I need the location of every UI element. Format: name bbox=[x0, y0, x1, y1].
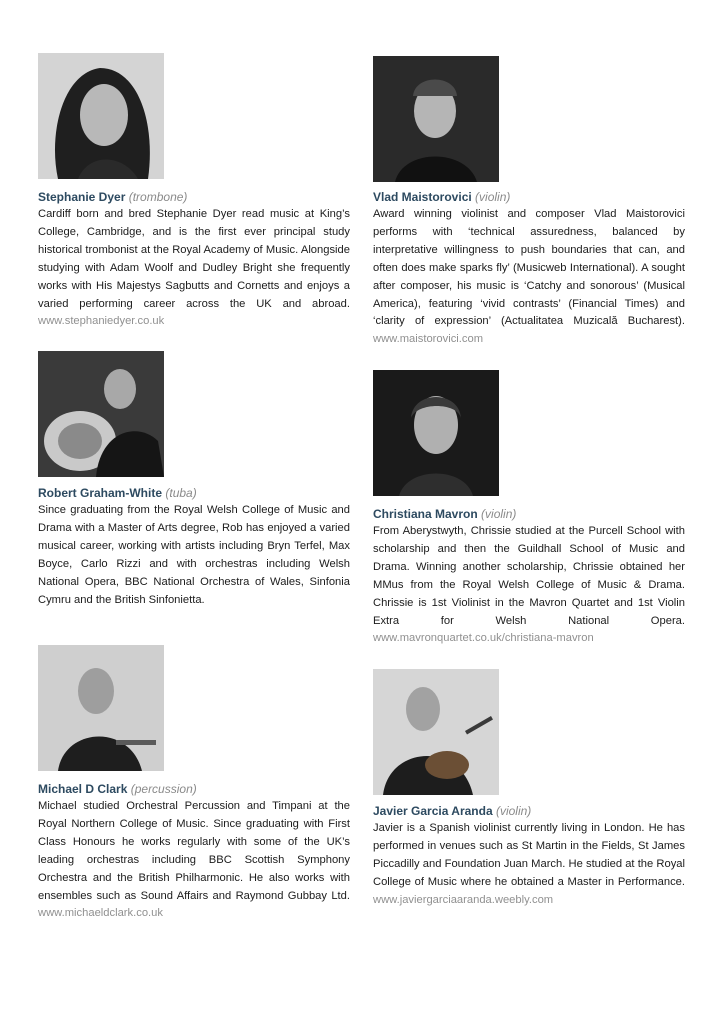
bio-michael-d-clark bbox=[38, 781, 350, 923]
musician-instrument: (violin) bbox=[475, 190, 511, 204]
musician-website-link[interactable]: www.mavronquartet.co.uk/christiana-mavron bbox=[373, 632, 594, 645]
musician-bio-paragraph bbox=[373, 820, 685, 910]
bio-stephanie-dyer bbox=[38, 189, 350, 331]
musician-heading bbox=[373, 189, 685, 206]
christiana-mavron-photo bbox=[373, 370, 499, 496]
musician-bio: Since graduating from the Royal Welsh College of Music and Drama with a Master of Arts degree, Rob has enjoyed a varied musical career, working with artists including Bryn Terfel, Max Boyce, Carlo Rizzi and with orchestras including Welsh National Opera, BBC National Orchestra of Wales, Sinfonia Cymru and the British Sinfonietta. bbox=[38, 504, 350, 606]
musician-instrument: (violin) bbox=[495, 804, 532, 818]
musician-bio: Award winning violinist and composer Vlad Maistorovici performs with ‘technical assuredness, balanced by interpretative willingness to push boundaries that can, and often does make sparks fly’ (Musicweb International). A sought after composer, his music is ‘Catchy and sonorous’ (Musical America), featuring ‘vivid contrasts’ (Financial Times) and ‘clarity of expression’ (Actualitatea Muzicală Bucharest). bbox=[373, 208, 685, 328]
musician-bio: Michael studied Orchestral Percussion and Timpani at the Royal Northern College of Music. Since graduating with First Class Honours he works regularly with some of the UK’s leading orchestras including BBC Scottish Symphony Orchestra and the British Philharmonic. He also works with ensembles such as Sound Affairs and Raymond Gubbay Ltd. bbox=[38, 800, 350, 902]
musician-website-link[interactable]: www.maistorovici.com bbox=[373, 333, 484, 346]
musician-instrument: (violin) bbox=[481, 507, 517, 521]
musician-instrument: (trombone) bbox=[128, 190, 188, 204]
javier-garcia-aranda-photo bbox=[373, 669, 499, 795]
musician-bio-paragraph bbox=[38, 798, 350, 923]
musician-website-link[interactable]: www.stephaniedyer.co.uk bbox=[38, 315, 165, 328]
musician-name: Michael D Clark bbox=[38, 782, 128, 796]
musician-heading bbox=[373, 803, 685, 820]
musician-name: Robert Graham-White bbox=[38, 486, 163, 500]
musician-instrument: (tuba) bbox=[165, 486, 197, 500]
musician-name: Stephanie Dyer bbox=[38, 190, 126, 204]
musician-bio: Javier is a Spanish violinist currently living in London. He has performed in venues such as St Martin in the Fields, St James Piccadilly and Foundation Juan March. He studied at the Royal College of Music where he obtained a Master in Performance. bbox=[373, 822, 685, 888]
musician-bio: Cardiff born and bred Stephanie Dyer read music at King’s College, Cambridge, and is the first ever principal study historical trombonist at the Royal Academy of Music. Alongside studying with Adam Woolf and Dudley Bright she frequently works with His Majestys Sagbutts and Cornetts and enjoys a varied performing career across the UK and abroad. bbox=[38, 208, 350, 310]
musician-name: Christiana Mavron bbox=[373, 507, 478, 521]
bio-vlad-maistorovici bbox=[373, 189, 685, 349]
musician-name: Vlad Maistorovici bbox=[373, 190, 472, 204]
musician-heading bbox=[38, 781, 350, 798]
musician-bio-paragraph bbox=[38, 502, 350, 609]
michael-d-clark-photo bbox=[38, 645, 164, 771]
musician-bio-paragraph bbox=[373, 523, 685, 648]
musician-bio-paragraph bbox=[373, 206, 685, 349]
musician-bio: From Aberystwyth, Chrissie studied at the Purcell School with scholarship and then the Guildhall School of Music and Drama. Winning another scholarship, Chrissie obtained her MMus from the Royal Welsh College of Music & Drama. Chrissie is 1st Violinist in the Mavron Quartet and 1st Violin Extra for Welsh National Opera. bbox=[373, 525, 685, 627]
musician-heading bbox=[373, 506, 685, 523]
musician-bio-paragraph bbox=[38, 206, 350, 331]
musician-website-link[interactable]: www.javiergarciaaranda.weebly.com bbox=[373, 893, 554, 906]
musician-heading bbox=[38, 485, 350, 502]
stephanie-dyer-photo bbox=[38, 53, 164, 179]
musician-website-link[interactable]: www.michaeldclark.co.uk bbox=[38, 907, 163, 920]
bio-christiana-mavron bbox=[373, 506, 685, 648]
vlad-maistorovici-photo bbox=[373, 56, 499, 182]
robert-graham-white-photo bbox=[38, 351, 164, 477]
bio-robert-graham-white bbox=[38, 485, 350, 609]
musician-instrument: (percussion) bbox=[130, 782, 197, 796]
musician-heading bbox=[38, 189, 350, 206]
bio-javier-garcia-aranda bbox=[373, 803, 685, 910]
musician-name: Javier Garcia Aranda bbox=[373, 804, 493, 818]
